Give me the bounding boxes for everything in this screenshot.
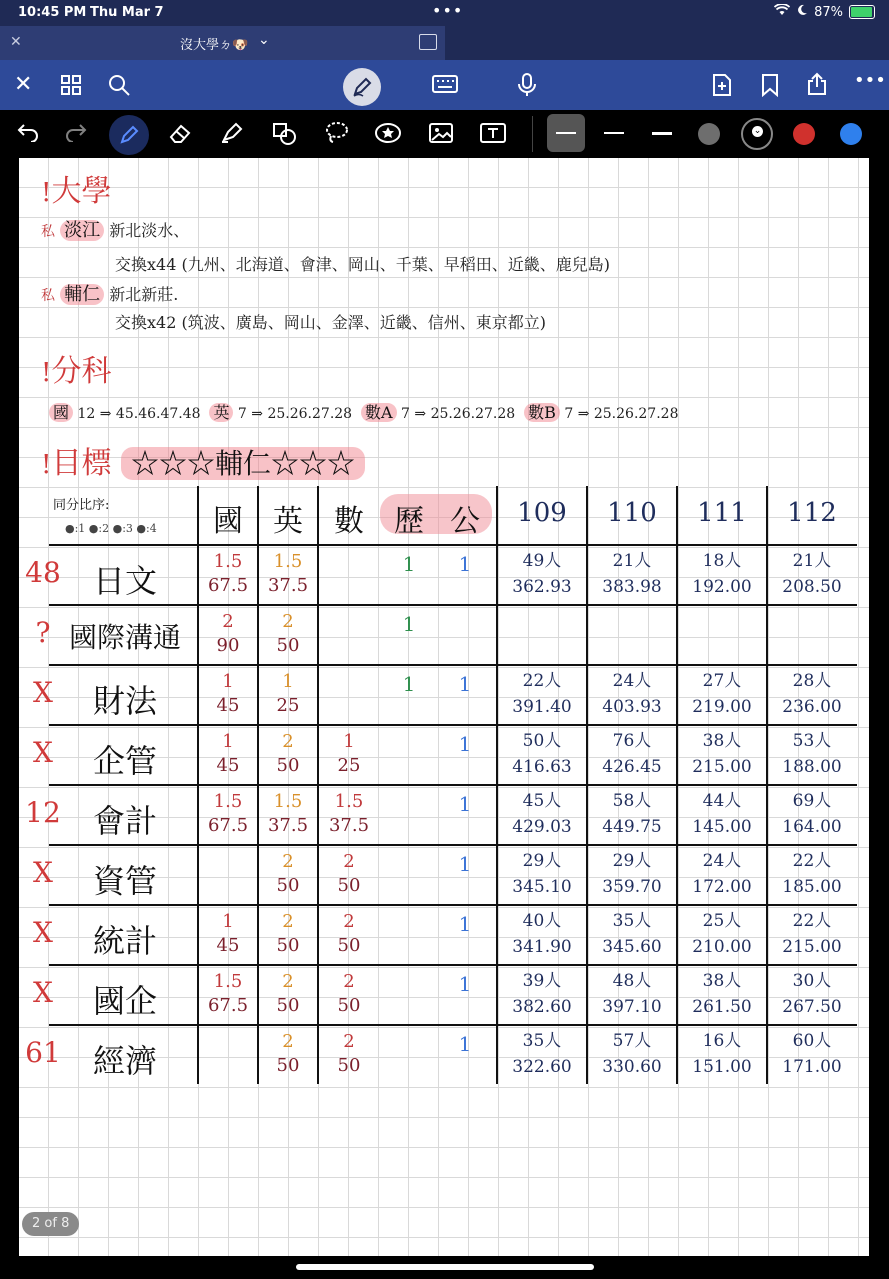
cell-ying-weight: 2 [282, 851, 294, 872]
line-weight-thin[interactable] [547, 114, 585, 152]
row-mark: X [33, 976, 53, 1009]
more-icon[interactable]: ••• [854, 70, 886, 91]
cell-y112-count: 22人 [792, 851, 832, 871]
cell-guo-weight: 1 [222, 911, 234, 932]
score-value-4: 7 [564, 406, 574, 422]
table-hline [49, 1024, 857, 1026]
cell-gong: 1 [458, 672, 472, 696]
section-title-fenke [41, 346, 111, 390]
cell-ying-weight: 2 [282, 971, 294, 992]
cell-ying-score: 37.5 [267, 815, 309, 836]
cell-ying-weight: 2 [282, 731, 294, 752]
cell-y112-count: 30人 [792, 971, 832, 991]
cell-y109-score: 341.90 [512, 937, 572, 957]
score-value-3: 7 [401, 406, 410, 422]
row-name: 企管 [92, 742, 157, 780]
cell-gong: 1 [458, 972, 472, 996]
keyboard-icon[interactable] [432, 74, 458, 99]
cell-ying-score: 25 [276, 695, 300, 716]
cell-y112-score: 185.00 [782, 877, 842, 897]
cell-y110-score: 383.98 [602, 577, 662, 597]
tamkang-exchange: 交換x44 (九州、北海道、會津、岡山、千葉、早稻田、近畿、鹿兒島) [115, 255, 610, 274]
cell-shu-weight: 1.5 [334, 791, 364, 812]
cell-guo-score: 45 [216, 755, 240, 776]
cell-y109-count: 45人 [522, 791, 562, 811]
close-icon[interactable]: ✕ [14, 72, 33, 97]
line-weight-thick[interactable] [643, 114, 681, 152]
cell-y109-count: 50人 [522, 731, 562, 751]
row-mark: X [33, 736, 53, 769]
cell-shu-weight: 2 [343, 851, 355, 872]
fenke-title-text: 分科 [51, 354, 112, 389]
cell-guo-weight: 2 [222, 611, 234, 632]
cell-y109-score: 362.93 [512, 577, 572, 597]
score-subject-4: 數B [524, 403, 560, 422]
status-right [774, 4, 875, 20]
pen-mode-icon [351, 76, 373, 98]
line-weight-medium-sample [604, 132, 624, 134]
mic-icon[interactable] [517, 73, 537, 102]
shapes-icon[interactable] [272, 122, 298, 150]
cell-guo-weight: 1.5 [213, 551, 243, 572]
row-mark: ? [35, 616, 51, 649]
exclamation-icon: ! [41, 450, 52, 480]
row-mark: 48 [25, 556, 61, 589]
chevron-down-icon[interactable]: ⌄ [258, 32, 270, 48]
cell-ying-weight: 2 [282, 611, 294, 632]
line-weight-thin-sample [556, 132, 576, 134]
cell-y110-score: 359.70 [602, 877, 662, 897]
table-hline [49, 844, 857, 846]
cell-y109-count: 39人 [522, 971, 562, 991]
table-hline [49, 664, 857, 666]
table-hline [49, 724, 857, 726]
cell-y109-count: 29人 [522, 851, 562, 871]
cell-y111-count: 27人 [702, 671, 742, 691]
cell-y111-score: 151.00 [692, 1057, 752, 1077]
note-page[interactable] [19, 158, 869, 1256]
cell-y112-count: 28人 [792, 671, 832, 691]
cell-y110-score: 426.45 [602, 757, 662, 777]
cell-y110-score: 345.60 [602, 937, 662, 957]
status-time: 10:45 PM [18, 5, 87, 20]
cell-ying-score: 37.5 [267, 575, 309, 596]
score-detail-1: ⇒ 45.46.47.48 [99, 406, 201, 422]
cell-y110-count: 57人 [612, 1031, 652, 1051]
cell-y111-score: 145.00 [692, 817, 752, 837]
cell-guo-score: 45 [216, 935, 240, 956]
cell-y110-count: 58人 [612, 791, 652, 811]
cell-y111-count: 38人 [702, 731, 742, 751]
pen-mode-button[interactable] [343, 68, 381, 106]
row-name: 日文 [92, 562, 157, 600]
cell-y111-count: 18人 [702, 551, 742, 571]
header-109: 109 [517, 498, 567, 528]
score-subject-2: 英 [209, 403, 233, 422]
exclamation-icon: ! [41, 178, 52, 208]
row-mark: 12 [25, 796, 61, 829]
cell-guo-score: 67.5 [207, 995, 249, 1016]
cell-ying-score: 50 [276, 935, 300, 956]
header-111: 111 [697, 498, 747, 528]
cell-shu-weight: 2 [343, 1031, 355, 1052]
cell-gong: 1 [458, 1032, 472, 1056]
header-li: 歷 [394, 504, 424, 539]
cell-li: 1 [402, 672, 416, 696]
cell-guo-weight: 1.5 [213, 971, 243, 992]
section-title-goal [41, 438, 365, 482]
status-bar [0, 0, 889, 26]
cell-y110-score: 403.93 [602, 697, 662, 717]
table-hline [49, 964, 857, 966]
cell-y109-score: 382.60 [512, 997, 572, 1017]
cell-y111-count: 44人 [702, 791, 742, 811]
cell-y112-count: 53人 [792, 731, 832, 751]
status-date: Thu Mar 7 [90, 5, 164, 20]
cell-y111-count: 24人 [702, 851, 742, 871]
cell-y111-score: 215.00 [692, 757, 752, 777]
document-tab[interactable] [0, 26, 445, 60]
cell-ying-score: 50 [276, 635, 300, 656]
cell-ying-score: 50 [276, 875, 300, 896]
row-mark: X [33, 916, 53, 949]
line-weight-thick-sample [652, 132, 672, 135]
cell-guo-score: 67.5 [207, 575, 249, 596]
tab-title: 沒大學ㄉ🐶 [180, 38, 249, 53]
search-icon[interactable] [108, 74, 130, 101]
row-name: 統計 [92, 922, 157, 960]
score-subject-3: 數A [361, 403, 397, 422]
cell-gong: 1 [458, 732, 472, 756]
row-name: 國際溝通 [68, 621, 181, 654]
header-gong: 公 [450, 504, 480, 539]
fujen-location: 新北新莊. [109, 285, 179, 304]
cell-y111-count: 25人 [702, 911, 742, 931]
cell-shu-score: 50 [337, 935, 361, 956]
cell-y111-count: 16人 [702, 1031, 742, 1051]
battery-fill [851, 7, 872, 17]
cell-y112-count: 60人 [792, 1031, 832, 1051]
cell-y112-score: 171.00 [782, 1057, 842, 1077]
row-name: 資管 [92, 862, 157, 900]
cell-y112-count: 22人 [792, 911, 832, 931]
main-toolbar [0, 60, 889, 110]
cell-y109-count: 35人 [522, 1031, 562, 1051]
scores-line [49, 400, 678, 423]
cell-shu-weight: 2 [343, 971, 355, 992]
cell-guo-weight: 1.5 [213, 791, 243, 812]
add-page-icon[interactable] [712, 73, 732, 102]
cell-li: 1 [402, 552, 416, 576]
cell-y112-score: 236.00 [782, 697, 842, 717]
cell-guo-weight: 1 [222, 671, 234, 692]
cell-y109-count: 49人 [522, 551, 562, 571]
legend: ●:1 ●:2 ●:3 ●:4 [65, 522, 157, 535]
cell-gong: 1 [458, 792, 472, 816]
cell-y111-score: 261.50 [692, 997, 752, 1017]
cell-li: 1 [402, 612, 416, 636]
score-value-1: 12 [77, 406, 96, 422]
split-view-icon[interactable] [419, 34, 437, 50]
cell-shu-score: 50 [337, 875, 361, 896]
cell-y111-count: 38人 [702, 971, 742, 991]
exclamation-icon: ! [41, 358, 52, 388]
lasso-icon[interactable] [325, 120, 349, 148]
score-detail-4: ⇒ 25.26.27.28 [577, 406, 679, 422]
row-name: 經濟 [92, 1042, 157, 1080]
cell-y109-count: 22人 [522, 671, 562, 691]
section-title-university [41, 166, 111, 210]
cell-y109-score: 322.60 [512, 1057, 572, 1077]
fujen-prefix: 私 [41, 288, 55, 304]
cell-ying-weight: 2 [282, 911, 294, 932]
cell-y109-score: 391.40 [512, 697, 572, 717]
image-icon[interactable] [429, 123, 453, 147]
cell-ying-weight: 2 [282, 1031, 294, 1052]
cell-y109-score: 429.03 [512, 817, 572, 837]
row-name: 財法 [92, 682, 157, 720]
share-icon[interactable] [806, 72, 828, 101]
tab-bar [0, 26, 889, 60]
grid-icon[interactable] [60, 74, 82, 101]
cell-y110-score: 449.75 [602, 817, 662, 837]
battery-icon [849, 5, 875, 19]
cell-ying-score: 50 [276, 995, 300, 1016]
cell-y110-count: 76人 [612, 731, 652, 751]
cell-y110-count: 21人 [612, 551, 652, 571]
row-mark: X [33, 676, 53, 709]
cell-y109-count: 40人 [522, 911, 562, 931]
fujen-exchange: 交換x42 (筑波、廣島、岡山、金澤、近畿、信州、東京都立) [115, 313, 546, 332]
row-mark: 61 [25, 1036, 61, 1069]
score-detail-3: ⇒ 25.26.27.28 [414, 406, 516, 422]
wifi-icon [774, 4, 790, 20]
cell-gong: 1 [458, 552, 472, 576]
score-detail-2: ⇒ 25.26.27.28 [251, 406, 353, 422]
header-112: 112 [787, 498, 837, 528]
battery-percent: 87% [814, 4, 843, 20]
eraser-icon[interactable] [168, 122, 192, 148]
header-110: 110 [607, 498, 657, 528]
cell-ying-score: 50 [276, 755, 300, 776]
cell-y110-count: 48人 [612, 971, 652, 991]
cell-ying-weight: 1.5 [273, 551, 303, 572]
cell-y109-score: 416.63 [512, 757, 572, 777]
cell-y112-score: 267.50 [782, 997, 842, 1017]
table-hline [49, 604, 857, 606]
cell-y112-score: 164.00 [782, 817, 842, 837]
row-name: 會計 [92, 802, 157, 840]
cell-shu-score: 25 [337, 755, 361, 776]
cell-y110-count: 29人 [612, 851, 652, 871]
header-guo: 國 [213, 504, 243, 539]
bookmark-icon[interactable] [761, 73, 779, 102]
cell-ying-score: 50 [276, 1055, 300, 1076]
cell-ying-weight: 1.5 [273, 791, 303, 812]
home-indicator[interactable] [296, 1264, 594, 1270]
cell-shu-weight: 1 [343, 731, 355, 752]
cell-y110-score: 397.10 [602, 997, 662, 1017]
uni-title-text: 大學 [51, 174, 112, 209]
color-swatch-gray[interactable] [698, 123, 720, 145]
sticker-icon[interactable] [375, 122, 401, 148]
header-shu: 數 [334, 504, 364, 539]
cell-shu-score: 50 [337, 995, 361, 1016]
redo-icon[interactable] [64, 122, 88, 146]
table-hline [49, 904, 857, 906]
textbox-icon[interactable] [480, 123, 506, 147]
toolbar-divider [532, 116, 533, 152]
cell-y110-count: 35人 [612, 911, 652, 931]
cell-y112-score: 208.50 [782, 577, 842, 597]
table-hline [49, 544, 857, 546]
cell-gong: 1 [458, 852, 472, 876]
cell-guo-score: 67.5 [207, 815, 249, 836]
cell-y112-count: 69人 [792, 791, 832, 811]
cell-y112-score: 215.00 [782, 937, 842, 957]
tamkang-location: 新北淡水、 [109, 221, 190, 240]
undo-icon[interactable] [16, 122, 40, 146]
row-name: 國企 [92, 982, 157, 1020]
cell-shu-score: 50 [337, 1055, 361, 1076]
multitask-dots-icon[interactable]: ••• [432, 1, 464, 20]
cell-shu-weight: 2 [343, 911, 355, 932]
cell-y110-score: 330.60 [602, 1057, 662, 1077]
cell-y111-score: 210.00 [692, 937, 752, 957]
tamkang-prefix: 私 [41, 224, 55, 240]
highlighter-icon[interactable] [220, 122, 244, 148]
cell-shu-score: 37.5 [328, 815, 370, 836]
chevron-down-icon: ⌄ [753, 126, 762, 136]
color-swatch-red[interactable] [793, 123, 815, 145]
cell-y111-score: 192.00 [692, 577, 752, 597]
goal-label: 目標 [51, 446, 112, 481]
fujen-line [41, 280, 178, 306]
cell-guo-weight: 1 [222, 731, 234, 752]
cell-y110-count: 24人 [612, 671, 652, 691]
line-weight-medium[interactable] [595, 114, 633, 152]
close-tab-icon[interactable]: ✕ [10, 34, 22, 50]
cell-guo-score: 45 [216, 695, 240, 716]
score-value-2: 7 [237, 406, 247, 422]
pen-icon [118, 124, 140, 146]
row-mark: X [33, 856, 53, 889]
page-indicator[interactable]: 2 of 8 [22, 1212, 79, 1236]
cell-y109-score: 345.10 [512, 877, 572, 897]
cell-ying-weight: 1 [282, 671, 294, 692]
fujen-name: 輔仁 [60, 284, 104, 305]
cell-y112-score: 188.00 [782, 757, 842, 777]
goal-text: ☆☆☆輔仁☆☆☆ [121, 447, 365, 480]
cell-gong: 1 [458, 912, 472, 936]
tamkang-line [41, 216, 189, 242]
moon-icon [796, 4, 808, 20]
cell-y112-count: 21人 [792, 551, 832, 571]
tamkang-name: 淡江 [60, 220, 104, 241]
cell-y111-score: 219.00 [692, 697, 752, 717]
table-hline [49, 784, 857, 786]
cell-y111-score: 172.00 [692, 877, 752, 897]
legend-title: 同分比序: [53, 498, 110, 513]
color-swatch-black[interactable] [741, 118, 773, 150]
cell-guo-score: 90 [216, 635, 240, 656]
color-swatch-blue[interactable] [840, 123, 862, 145]
score-subject-1: 國 [49, 403, 73, 422]
pen-tool-button[interactable] [109, 115, 149, 155]
header-ying: 英 [273, 504, 303, 539]
